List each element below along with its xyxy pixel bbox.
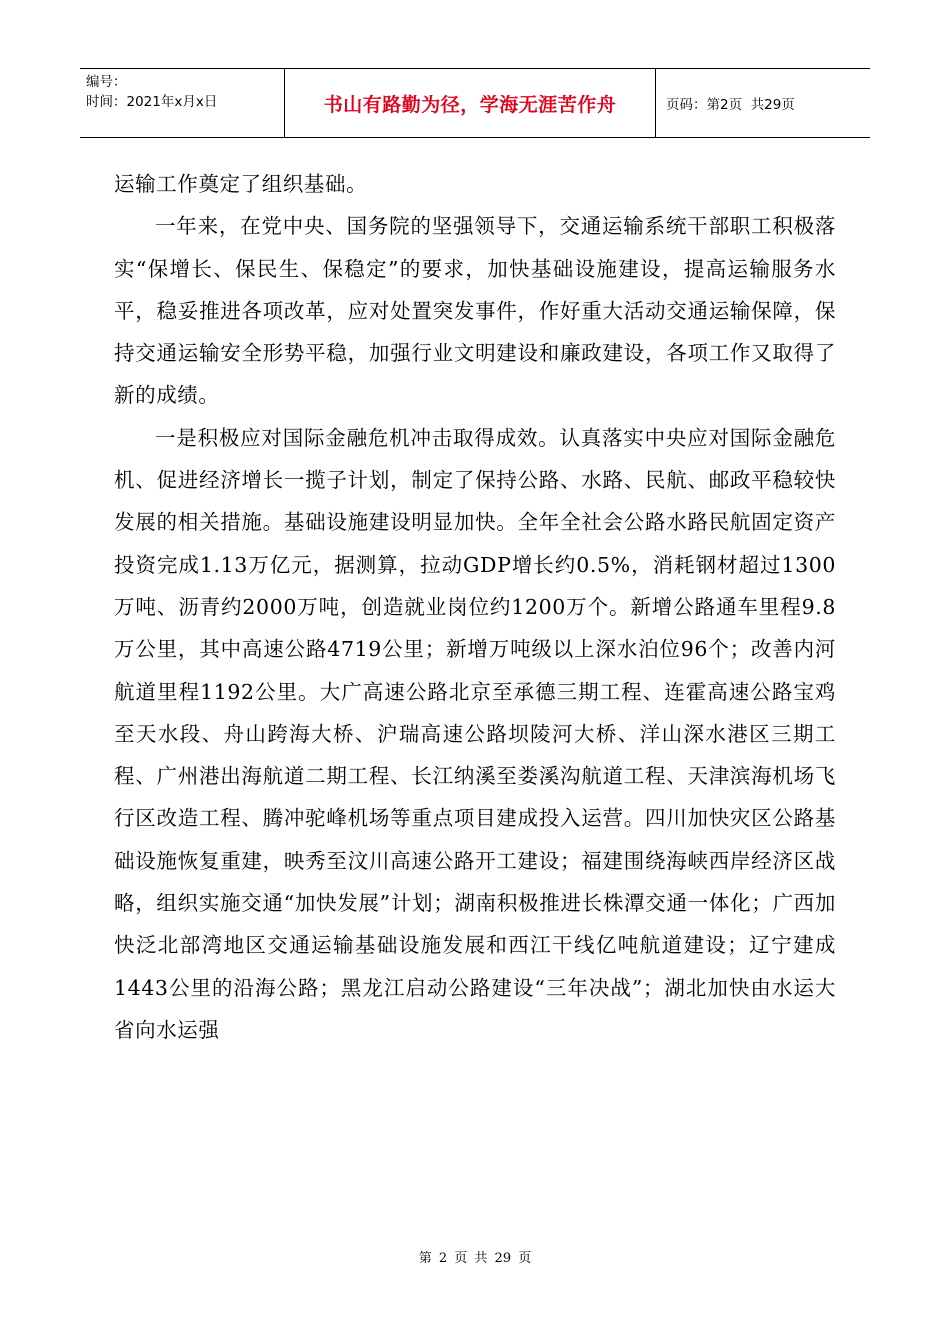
document-body — [114, 163, 836, 1051]
header-motto: 书山有路勤为径，学海无涯苦作舟 — [284, 69, 656, 137]
header-page-info — [656, 69, 870, 137]
document-number-label: 编号： — [86, 74, 127, 90]
document-header — [80, 68, 870, 138]
body-paragraph-2: 一年来，在党中央、国务院的坚强领导下，交通运输系统干部职工积极落实“保增长、保民生、保稳定”的要求，加快基础设施建设，提高运输服务水平，稳妥推进各项改革，应对处置突发事件，作好重大活动交通运输保障，保持交通运输安全形势平稳，加强行业文明建设和廉政建设，各项工作又取得了新的成绩。 — [114, 214, 836, 408]
header-page-label: 页码：第2页 共29页 — [666, 97, 795, 113]
body-paragraph-1: 运输工作奠定了组织基础。 — [114, 172, 368, 196]
document-date: 时间：2021年x月x日 — [86, 94, 218, 110]
body-paragraph-3: 一是积极应对国际金融危机冲击取得成效。认真落实中央应对国际金融危机、促进经济增长一揽子计划，制定了保持公路、水路、民航、邮政平稳较快发展的相关措施。基础设施建设明显加快。全年全社会公路水路民航固定资产投资完成1.13万亿元，据测算，拉动GDP增长约0.5%，消耗钢材超过1300万吨、沥青约2000万吨，创造就业岗位约1200万个。新增公路通车里程9.8万公里，其中高速公路4719公里；新增万吨级以上深水泊位96个；改善内河航道里程1192公里。大广高速公路北京至承德三期工程、连霍高速公路宝鸡至天水段、舟山跨海大桥、沪瑞高速公路坝陵河大桥、洋山深水港区三期工程、广州港出海航道二期工程、长江纳溪至娄溪沟航道工程、天津滨海机场飞行区改造工程、腾冲驼峰机场等重点项目建成投入运营。四川加快灾区公路基础设施恢复重建，映秀至汶川高速公路开工建设；福建围绕海峡西岸经济区战略，组织实施交通“加快发展”计划；湖南积极推进长株潭交通一体化；广西加快泛北部湾地区交通运输基础设施发展和西江干线亿吨航道建设；辽宁建成1443公里的沿海公路；黑龙江启动公路建设“三年决战”；湖北加快由水运大省向水运强 — [114, 425, 836, 1042]
page-footer: 第 2 页 共 29 页 — [418, 1251, 532, 1266]
header-meta — [80, 69, 284, 137]
